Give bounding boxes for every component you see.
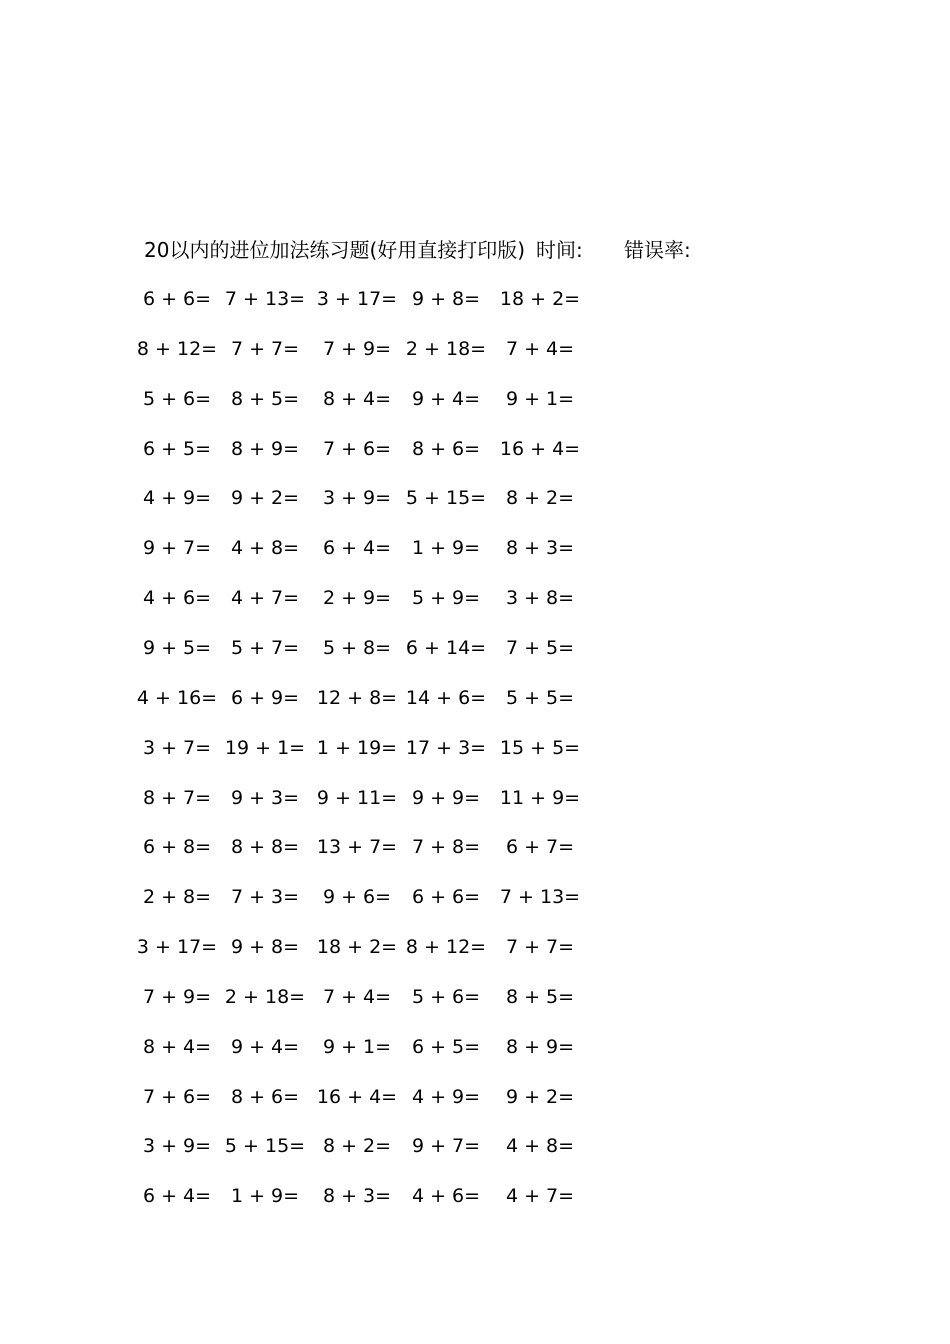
worksheet-title: 20以内的进位加法练习题(好用直接打印版) (144, 238, 526, 262)
addition-problem: 7 + 7= (505, 936, 575, 958)
addition-problem: 5 + 5= (505, 687, 575, 709)
problem-row (0, 434, 950, 464)
problem-row (0, 284, 950, 314)
addition-problem: 7 + 9= (322, 338, 392, 360)
addition-problem: 8 + 7= (142, 787, 212, 809)
addition-problem: 6 + 6= (142, 288, 212, 310)
addition-problem: 18 + 2= (499, 288, 581, 310)
addition-problem: 7 + 9= (142, 986, 212, 1008)
addition-problem: 8 + 3= (505, 537, 575, 559)
addition-problem: 4 + 9= (142, 487, 212, 509)
addition-problem: 3 + 17= (136, 936, 218, 958)
problem-row (0, 334, 950, 364)
addition-problem: 9 + 11= (316, 787, 398, 809)
addition-problem: 14 + 6= (405, 687, 487, 709)
addition-problem: 12 + 8= (316, 687, 398, 709)
addition-problem: 5 + 6= (142, 388, 212, 410)
addition-problem: 16 + 4= (499, 438, 581, 460)
addition-problem: 1 + 9= (230, 1185, 300, 1207)
addition-problem: 8 + 6= (230, 1086, 300, 1108)
addition-problem: 8 + 4= (142, 1036, 212, 1058)
addition-problem: 4 + 6= (411, 1185, 481, 1207)
problem-row (0, 1131, 950, 1161)
addition-problem: 6 + 6= (411, 886, 481, 908)
addition-problem: 7 + 3= (230, 886, 300, 908)
addition-problem: 5 + 15= (224, 1135, 306, 1157)
addition-problem: 3 + 17= (316, 288, 398, 310)
addition-problem: 9 + 7= (411, 1135, 481, 1157)
addition-problem: 17 + 3= (405, 737, 487, 759)
addition-problem: 3 + 7= (142, 737, 212, 759)
addition-problem: 8 + 5= (505, 986, 575, 1008)
problem-row (0, 783, 950, 813)
error-rate-label: 错误率: (624, 238, 691, 262)
addition-problem: 2 + 18= (224, 986, 306, 1008)
addition-problem: 2 + 18= (405, 338, 487, 360)
addition-problem: 15 + 5= (499, 737, 581, 759)
addition-problem: 7 + 6= (322, 438, 392, 460)
problem-row (0, 832, 950, 862)
addition-problem: 4 + 8= (230, 537, 300, 559)
addition-problem: 6 + 7= (505, 836, 575, 858)
addition-problem: 6 + 4= (322, 537, 392, 559)
addition-problem: 8 + 12= (136, 338, 218, 360)
addition-problem: 9 + 3= (230, 787, 300, 809)
problem-row (0, 683, 950, 713)
problem-row (0, 882, 950, 912)
addition-problem: 4 + 6= (142, 587, 212, 609)
addition-problem: 5 + 7= (230, 637, 300, 659)
addition-problem: 9 + 7= (142, 537, 212, 559)
addition-problem: 8 + 9= (230, 438, 300, 460)
addition-problem: 6 + 5= (411, 1036, 481, 1058)
problem-row (0, 1032, 950, 1062)
addition-problem: 7 + 4= (505, 338, 575, 360)
addition-problem: 9 + 2= (230, 487, 300, 509)
addition-problem: 18 + 2= (316, 936, 398, 958)
addition-problem: 3 + 9= (142, 1135, 212, 1157)
addition-problem: 3 + 8= (505, 587, 575, 609)
problem-row (0, 932, 950, 962)
addition-problem: 2 + 9= (322, 587, 392, 609)
addition-problem: 5 + 6= (411, 986, 481, 1008)
addition-problem: 5 + 15= (405, 487, 487, 509)
addition-problem: 2 + 8= (142, 886, 212, 908)
addition-problem: 5 + 8= (322, 637, 392, 659)
addition-problem: 6 + 9= (230, 687, 300, 709)
addition-problem: 3 + 9= (322, 487, 392, 509)
addition-problem: 8 + 2= (505, 487, 575, 509)
addition-problem: 4 + 9= (411, 1086, 481, 1108)
addition-problem: 6 + 14= (405, 637, 487, 659)
problem-row (0, 384, 950, 414)
addition-problem: 4 + 8= (505, 1135, 575, 1157)
addition-problem: 9 + 6= (322, 886, 392, 908)
addition-problem: 16 + 4= (316, 1086, 398, 1108)
addition-problem: 4 + 7= (505, 1185, 575, 1207)
addition-problem: 9 + 4= (230, 1036, 300, 1058)
time-label: 时间: (536, 238, 583, 262)
addition-problem: 9 + 8= (230, 936, 300, 958)
addition-problem: 7 + 7= (230, 338, 300, 360)
addition-problem: 1 + 19= (316, 737, 398, 759)
addition-problem: 9 + 4= (411, 388, 481, 410)
addition-problem: 7 + 6= (142, 1086, 212, 1108)
problem-row (0, 733, 950, 763)
addition-problem: 8 + 5= (230, 388, 300, 410)
addition-problem: 8 + 9= (505, 1036, 575, 1058)
addition-problem: 4 + 16= (136, 687, 218, 709)
addition-problem: 13 + 7= (316, 836, 398, 858)
addition-problem: 6 + 5= (142, 438, 212, 460)
addition-problem: 7 + 5= (505, 637, 575, 659)
addition-problem: 7 + 8= (411, 836, 481, 858)
addition-problem: 9 + 5= (142, 637, 212, 659)
problem-row (0, 1082, 950, 1112)
addition-problem: 8 + 8= (230, 836, 300, 858)
addition-problem: 8 + 4= (322, 388, 392, 410)
addition-problem: 9 + 9= (411, 787, 481, 809)
addition-problem: 7 + 13= (224, 288, 306, 310)
addition-problem: 8 + 3= (322, 1185, 392, 1207)
addition-problem: 11 + 9= (499, 787, 581, 809)
addition-problem: 8 + 6= (411, 438, 481, 460)
problem-row (0, 483, 950, 513)
addition-problem: 7 + 4= (322, 986, 392, 1008)
addition-problem: 7 + 13= (499, 886, 581, 908)
problem-row (0, 982, 950, 1012)
addition-problem: 6 + 8= (142, 836, 212, 858)
addition-problem: 8 + 2= (322, 1135, 392, 1157)
addition-problem: 4 + 7= (230, 587, 300, 609)
addition-problem: 1 + 9= (411, 537, 481, 559)
addition-problem: 8 + 12= (405, 936, 487, 958)
problem-row (0, 583, 950, 613)
addition-problem: 9 + 8= (411, 288, 481, 310)
addition-problem: 9 + 2= (505, 1086, 575, 1108)
problem-row (0, 533, 950, 563)
addition-problem: 6 + 4= (142, 1185, 212, 1207)
addition-problem: 5 + 9= (411, 587, 481, 609)
addition-problem: 9 + 1= (322, 1036, 392, 1058)
addition-problem: 19 + 1= (224, 737, 306, 759)
problem-row (0, 1181, 950, 1211)
addition-problem: 9 + 1= (505, 388, 575, 410)
problem-row (0, 633, 950, 663)
